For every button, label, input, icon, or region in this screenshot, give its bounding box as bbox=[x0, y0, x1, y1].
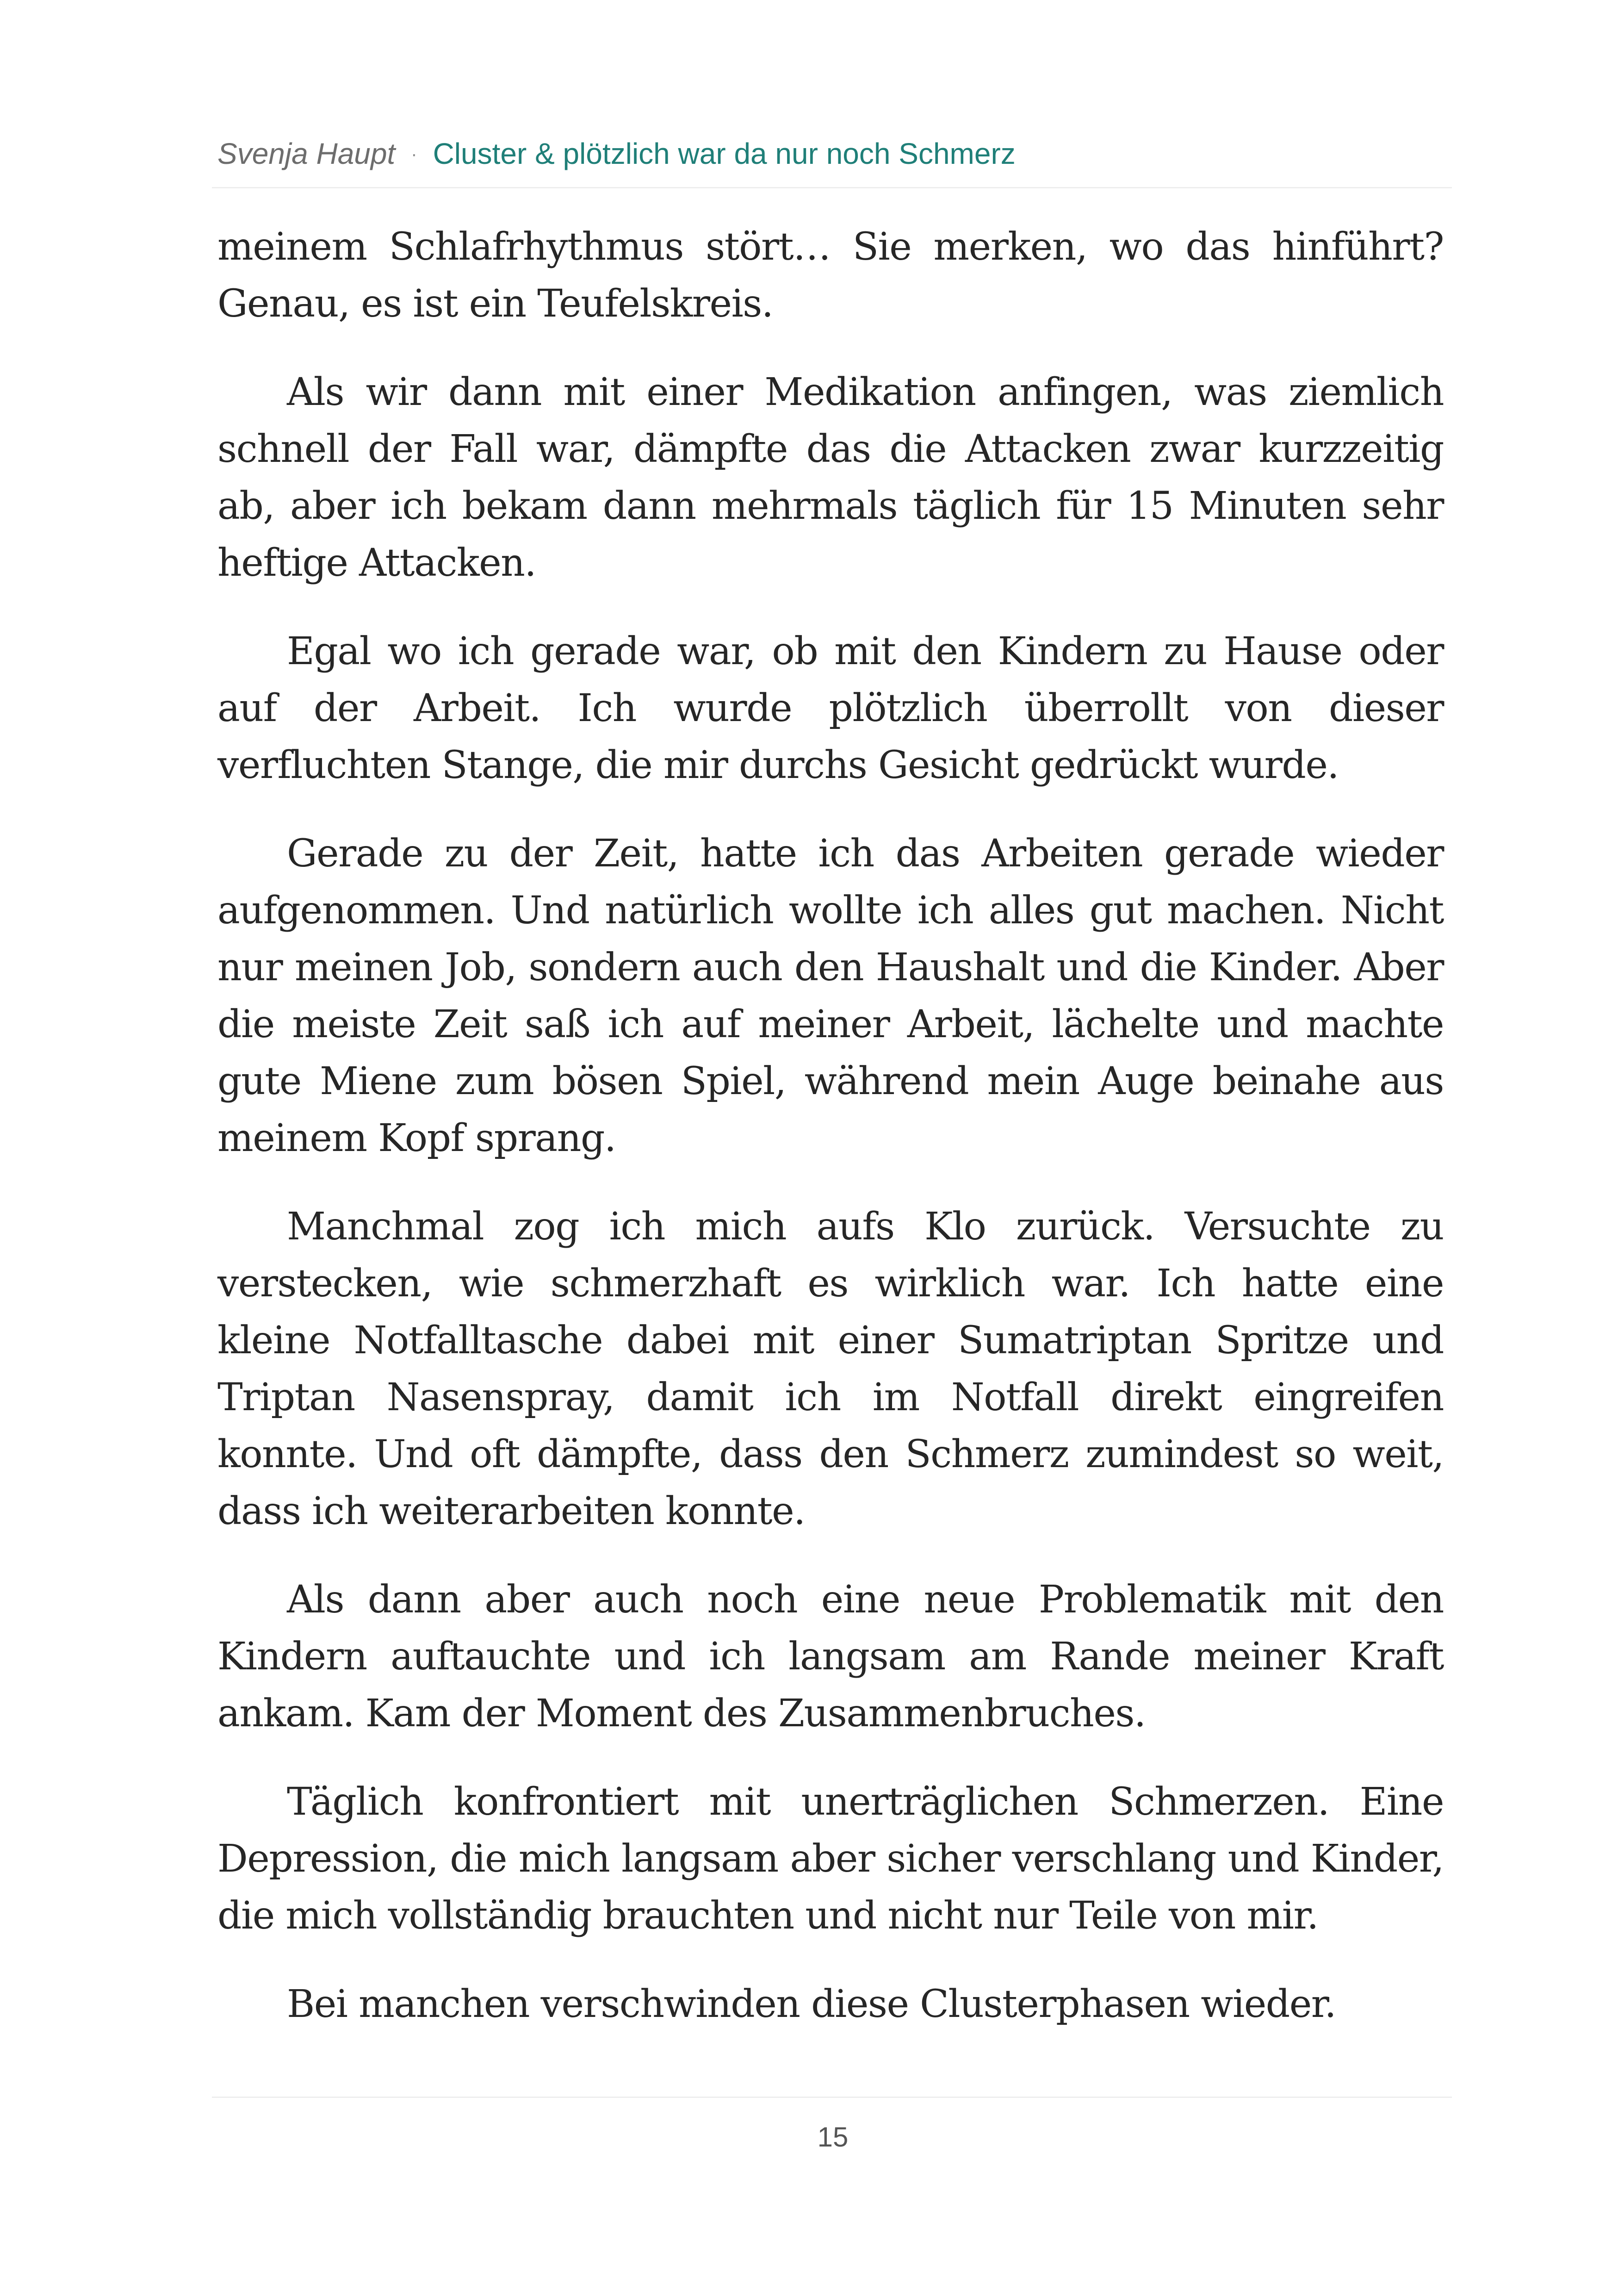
paragraph: Als wir dann mit einer Medikation anfingen, was ziemlich schnell der Fall war, dämpfte das die Attacken zwar kurzzeitig ab, aber ich bekam dann mehrmals täglich für 15 Minuten sehr heftige Attacken. bbox=[217, 370, 1444, 585]
paragraph: Als dann aber auch noch eine neue Problematik mit den Kindern auftauchte und ich langsam am Rande meiner Kraft ankam. Kam der Moment des Zusammenbruches. bbox=[217, 1578, 1444, 1736]
body-text bbox=[217, 218, 1444, 2064]
header-book-title: Cluster & plötzlich war da nur noch Schmerz bbox=[433, 137, 1016, 170]
page-number: 15 bbox=[817, 2122, 849, 2153]
paragraph: meinem Schlafrhythmus stört… Sie merken, wo das hinführt? Genau, es ist ein Teufelskreis. bbox=[217, 225, 1444, 326]
paragraph: Egal wo ich gerade war, ob mit den Kindern zu Hause oder auf der Arbeit. Ich wurde plötzlich überrollt von dieser verfluchten Stange, die mir durchs Gesicht gedrückt wurde. bbox=[217, 629, 1444, 787]
header-separator: · bbox=[411, 144, 417, 164]
header-author: Svenja Haupt bbox=[217, 137, 396, 170]
paragraph: Manchmal zog ich mich aufs Klo zurück. Versuchte zu verstecken, wie schmerzhaft es wirklich war. Ich hatte eine kleine Notfalltasche dabei mit einer Sumatriptan Spritze und Triptan Nasenspray, damit ich im Notfall direkt eingreifen konnte. Und oft dämpfte, dass den Schmerz zumindest so weit, dass ich weiterarbeiten konnte. bbox=[217, 1205, 1444, 1533]
paragraph: Bei manchen verschwinden diese Clusterphasen wieder. bbox=[287, 1982, 1336, 2026]
paragraph: Gerade zu der Zeit, hatte ich das Arbeiten gerade wieder aufgenommen. Und natürlich wollte ich alles gut machen. Nicht nur meinen Job, sondern auch den Haushalt und die Kinder. Aber die meiste Zeit saß ich auf meiner Arbeit, lächelte und machte gute Miene zum bösen Spiel, während mein Auge beinahe aus meinem Kopf sprang. bbox=[217, 832, 1444, 1160]
paragraph: Täglich konfrontiert mit unerträglichen Schmerzen. Eine Depression, die mich langsam aber sicher verschlang und Kinder, die mich vollständig brauchten und nicht nur Teile von mir. bbox=[217, 1780, 1444, 1938]
footer-divider bbox=[212, 2097, 1452, 2098]
header-divider bbox=[212, 187, 1452, 188]
running-header bbox=[217, 135, 1444, 176]
